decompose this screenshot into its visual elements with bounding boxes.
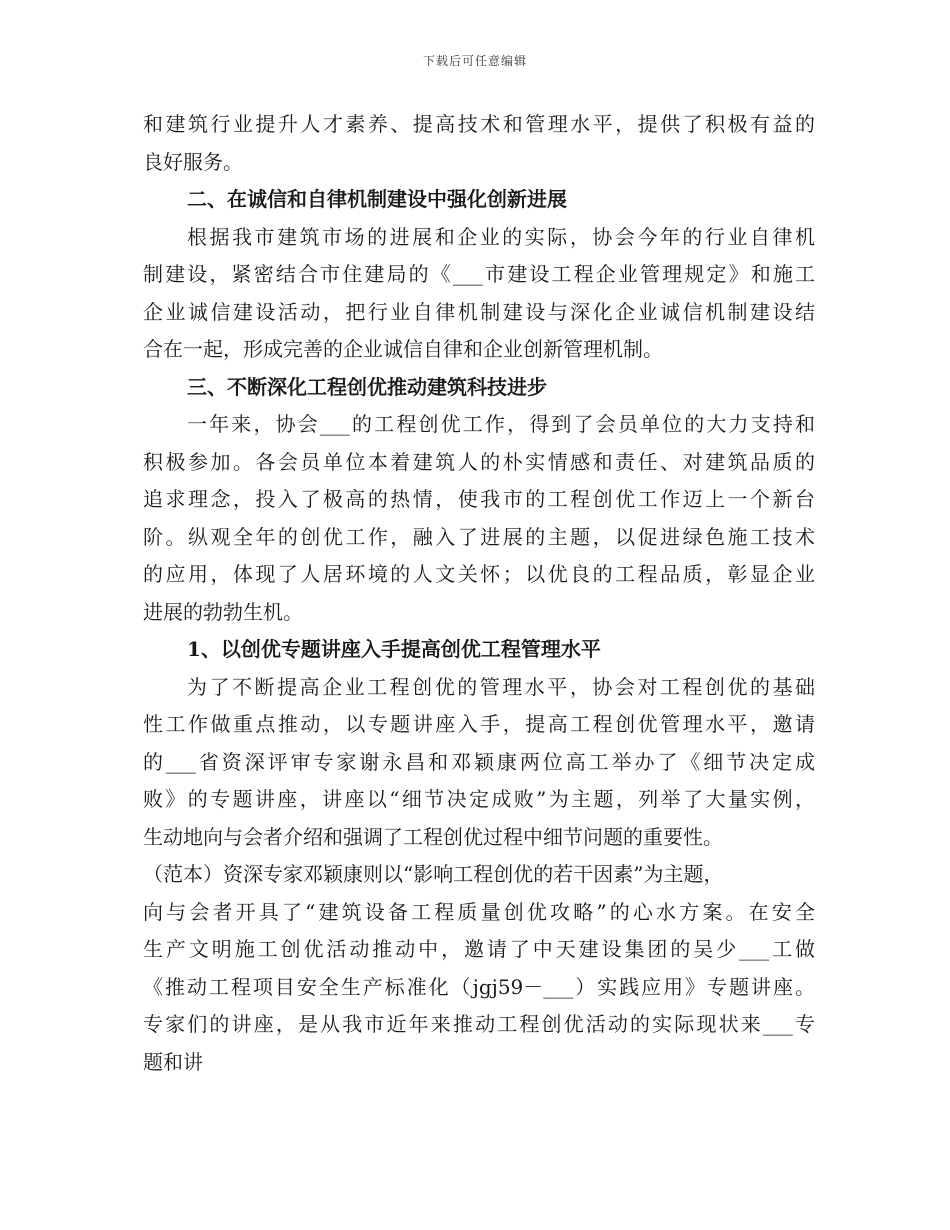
body-line: 向与会者开具了“建筑设备工程质量创优攻略”的心水方案。在安全 [143,899,815,924]
body-line: 题和讲 [143,1049,203,1074]
body-line: 追求理念，投入了极高的热情，使我市的工程创优工作迈上一个新台 [143,487,815,511]
section-heading: 二、在诚信和自律机制建设中强化创新进展 [187,187,567,211]
body-line: 良好服务。 [143,149,243,174]
body-line: 为了不断提高企业工程创优的管理水平，协会对工程创优的基础 [187,674,815,699]
body-line: 阶。纵观全年的创优工作，融入了进展的主题，以促进绿色施工技术 [143,524,815,549]
body-line: 专家们的讲座，是从我市近年来推动工程创优活动的实际现状来___专 [143,1012,815,1036]
body-line: 的应用，体现了人居环境的人文关怀；以优良的工程品质，彰显企业 [143,562,815,586]
body-line: 一年来，协会___的工程创优工作，得到了会员单位的大力支持和 [187,412,815,436]
body-line: 进展的勃勃生机。 [143,599,303,624]
body-line: 性工作做重点推动，以专题讲座入手，提高工程创优管理水平，邀请 [143,712,815,736]
page-header-note: 下载后可任意编辑 [422,54,527,68]
body-line: 和建筑行业提升人才素养、提高技术和管理水平，提供了积极有益的 [143,112,815,136]
body-line: 制建设，紧密结合市住建局的《___市建设工程企业管理规定》和施工 [143,262,815,286]
body-line: 根据我市建筑市场的进展和企业的实际，协会今年的行业自律机 [187,224,815,249]
subsection-heading: 1、以创优专题讲座入手提高创优工程管理水平 [187,637,601,661]
body-line: 合在一起，形成完善的企业诚信自律和企业创新管理机制。 [143,337,663,361]
body-line: 《推动工程项目安全生产标准化（jgj59－___）实践应用》专题讲座。 [143,974,815,999]
body-line: 的___省资深评审专家谢永昌和邓颖康两位高工举办了《细节决定成 [143,749,815,774]
body-line: 生产文明施工创优活动推动中，邀请了中天建设集团的吴少___工做 [143,937,815,961]
body-line: （范本）资深专家邓颖康则以“影响工程创优的若干因素”为主题， [143,862,724,886]
body-line: 生动地向与会者介绍和强调了工程创优过程中细节问题的重要性。 [143,824,723,849]
document-body [143,106,815,1081]
body-line: 企业诚信建设活动，把行业自律机制建设与深化企业诚信机制建设结 [143,299,815,324]
body-line: 败》的专题讲座，讲座以“细节决定成败”为主题，列举了大量实例， [143,787,815,811]
body-line: 积极参加。各会员单位本着建筑人的朴实情感和责任、对建筑品质的 [143,449,815,474]
section-heading: 三、不断深化工程创优推动建筑科技进步 [187,374,547,399]
